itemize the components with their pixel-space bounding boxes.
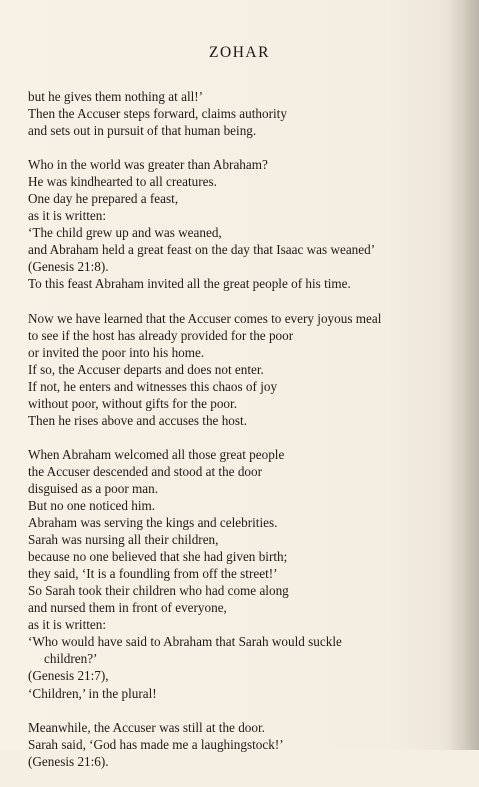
text-line: and nursed them in front of everyone, [28,600,227,616]
text-line: Sarah said, ‘God has made me a laughingstock!’ [28,736,284,752]
text-line: When Abraham welcomed all those great people [28,446,285,462]
text-line: Sarah was nursing all their children, [28,532,219,548]
text-line: or invited the poor into his home. [28,344,205,360]
text-line: and Abraham held a great feast on the day that Isaac was weaned’ [28,242,376,258]
text-line: as it is written: [28,208,107,224]
text-line: Then he rises above and accuses the host. [28,412,247,428]
text-line: Abraham was serving the kings and celebrities. [28,515,278,531]
text-line: and sets out in pursuit of that human being. [28,123,257,139]
text-line: To this feast Abraham invited all the great people of his time. [28,276,351,292]
text-line: One day he prepared a feast, [28,191,179,207]
text-line: Who in the world was greater than Abraham? [28,157,268,173]
stanza-1 [28,88,448,139]
text-line: He was kindhearted to all creatures. [28,174,217,190]
text-line: ‘Children,’ in the plural! [28,685,157,701]
text-line: they said, ‘It is a foundling from off the street!’ [28,566,278,582]
page-title: ZOHAR [209,44,270,61]
text-line: ‘Who would have said to Abraham that Sarah would suckle [28,634,342,650]
stanza-2 [28,156,448,292]
text-line: So Sarah took their children who had come along [28,583,289,599]
text-line-continuation: children?’ [44,651,98,667]
text-line: to see if the host has already provided for the poor [28,327,294,343]
text-line: ‘The child grew up and was weaned, [28,225,222,241]
text-line: as it is written: [28,617,107,633]
text-line: without poor, without gifts for the poor. [28,395,237,411]
text-line: because no one believed that she had given birth; [28,549,288,565]
text-line: (Genesis 21:7), [28,668,109,684]
text-line: Meanwhile, the Accuser was still at the door. [28,719,265,735]
text-line: Then the Accuser steps forward, claims authority [28,106,287,122]
stanza-4 [28,446,448,702]
text-line: but he gives them nothing at all!’ [28,89,204,104]
page-gutter-shadow [449,0,479,750]
text-line: the Accuser descended and stood at the door [28,463,263,479]
text-line: Now we have learned that the Accuser comes to every joyous meal [28,310,382,326]
stanza-3 [28,310,448,429]
page-body [28,88,448,787]
text-line: (Genesis 21:8). [28,259,109,275]
text-line: But no one noticed him. [28,497,156,513]
text-line: If so, the Accuser departs and does not enter. [28,361,264,377]
stanza-5 [28,719,448,770]
text-line: (Genesis 21:6). [28,753,109,769]
text-line: If not, he enters and witnesses this chaos of joy [28,378,278,394]
text-line: disguised as a poor man. [28,480,159,496]
